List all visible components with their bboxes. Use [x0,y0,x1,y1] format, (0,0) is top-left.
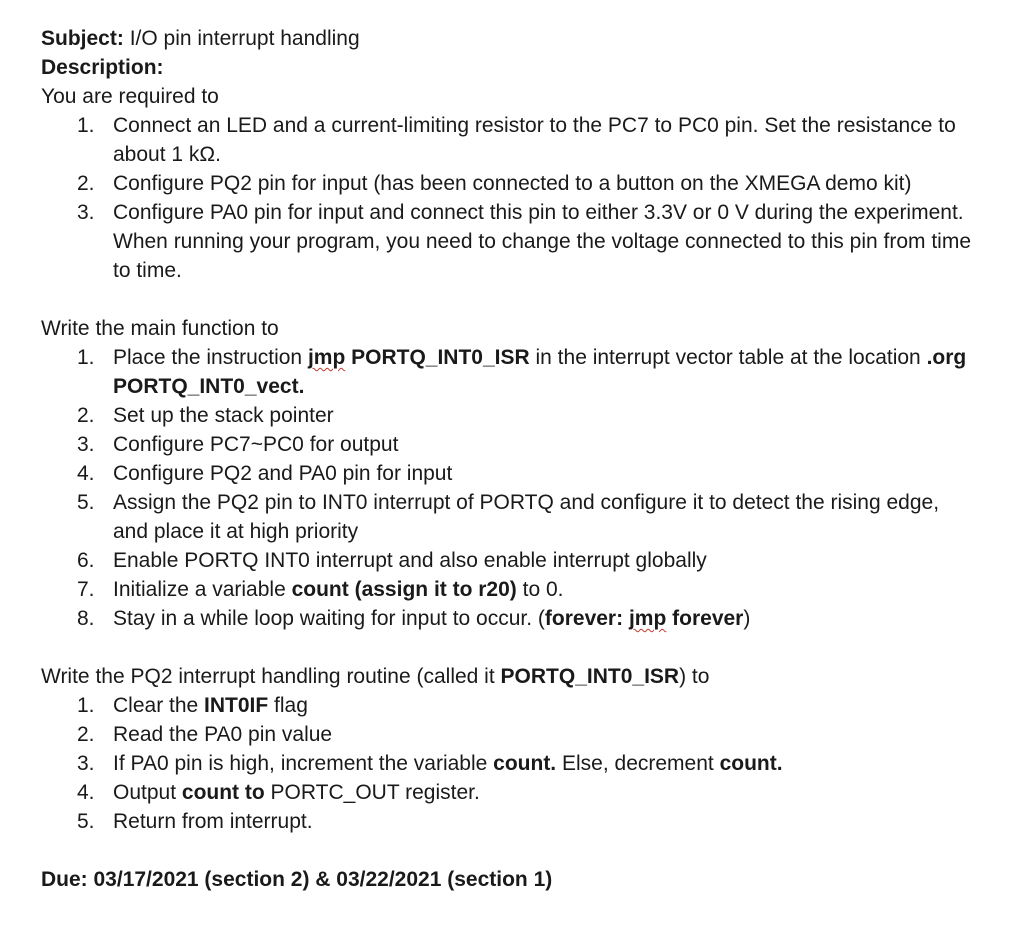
list-item: 3. Configure PA0 pin for input and connect this pin to either 3.3V or 0 V during the experiment. When running your program, you need to change the voltage connected to this pin from time to time. [77,201,972,282]
list-item: 4. Output count to PORTC_OUT register. [77,781,480,804]
description-label: Description: [41,56,164,79]
required-intro: You are required to [41,85,219,108]
subject-line [41,24,1001,53]
list-item: 1. Place the instruction jmp PORTQ_INT0_ISR in the interrupt vector table at the location .org PORTQ_INT0_vect. [77,346,967,398]
isr-intro: Write the PQ2 interrupt handling routine (called it PORTQ_INT0_ISR) to [41,665,710,688]
assignment-document [41,24,1001,894]
list-item: 6. Enable PORTQ INT0 interrupt and also enable interrupt globally [77,549,707,572]
list-item: 2. Configure PQ2 pin for input (has been connected to a button on the XMEGA demo kit) [77,172,912,195]
list-item: 1. Clear the INT0IF flag [77,694,308,717]
subject-label: Subject: [41,27,124,50]
list-item: 7. Initialize a variable count (assign it to r20) to 0. [77,578,564,601]
main-function-list [41,343,1001,633]
due-date: Due: 03/17/2021 (section 2) & 03/22/2021 (section 1) [41,868,553,891]
list-item: 5. Assign the PQ2 pin to INT0 interrupt of PORTQ and configure it to detect the rising edge, and place it at high priority [77,491,940,543]
list-item: 3. If PA0 pin is high, increment the variable count. Else, decrement count. [77,752,783,775]
list-item: 8. Stay in a while loop waiting for input to occur. (forever: jmp forever) [77,607,751,630]
list-item: 3. Configure PC7~PC0 for output [77,433,399,456]
main-function-intro: Write the main function to [41,317,279,340]
list-item: 5. Return from interrupt. [77,810,313,833]
list-item: 2. Set up the stack pointer [77,404,334,427]
list-item: 1. Connect an LED and a current-limiting resistor to the PC7 to PC0 pin. Set the resistance to about 1 kΩ. [77,114,956,166]
subject-value: I/O pin interrupt handling [129,27,360,50]
required-list [41,111,1001,285]
isr-list [41,691,1001,836]
list-item: 4. Configure PQ2 and PA0 pin for input [77,462,453,485]
list-item: 2. Read the PA0 pin value [77,723,333,746]
